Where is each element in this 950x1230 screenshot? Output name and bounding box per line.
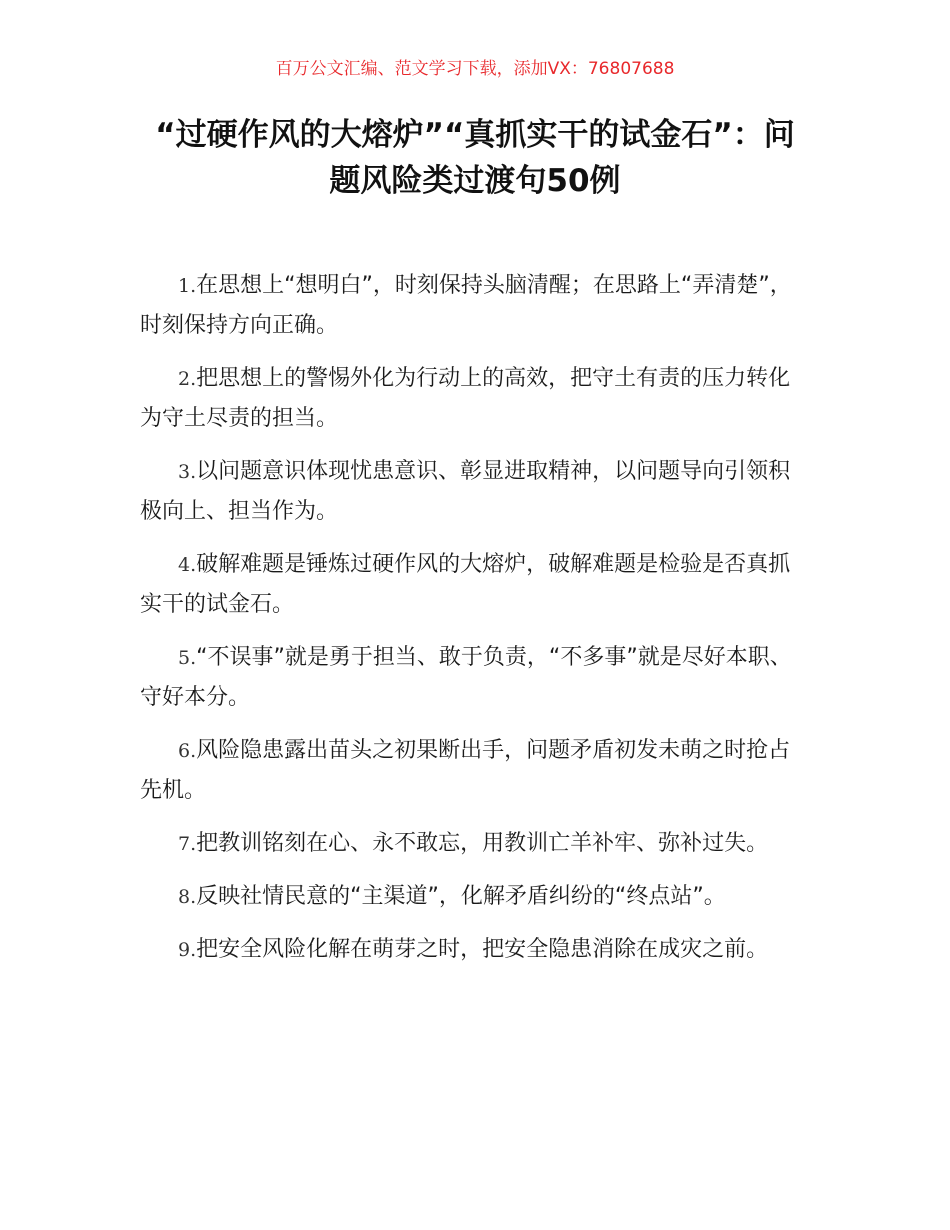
item-text: 把安全风险化解在萌芽之时，把安全隐患消除在成灾之前。 [196,937,769,962]
item-text: 在思想上“想明白”，时刻保持头脑清醒；在思路上“弄清楚”，时刻保持方向正确。 [140,273,792,338]
item-number: 9. [178,939,197,961]
item-text: 把教训铭刻在心、永不敢忘，用教训亡羊补牢、弥补过失。 [196,831,769,856]
item-number: 7. [178,833,197,855]
item-number: 1. [178,275,197,297]
item-text: 反映社情民意的“主渠道”，化解矛盾纠纷的“终点站”。 [196,884,726,909]
list-item [140,545,812,625]
list-item [140,731,812,811]
item-number: 3. [178,461,197,483]
item-number: 5. [178,647,197,669]
list-item [140,359,812,439]
list-item [140,266,812,346]
item-text: 把思想上的警惕外化为行动上的高效，把守土有责的压力转化为守土尽责的担当。 [140,366,791,431]
item-number: 6. [178,740,197,762]
list-item [140,877,812,917]
list-item [140,824,812,864]
item-number: 4. [178,554,197,576]
document-title: “过硬作风的大熔炉”“真抓实干的试金石”：问题风险类过渡句50例 [155,117,795,199]
item-text: 风险隐患露出苗头之初果断出手，问题矛盾初发未萌之时抢占先机。 [140,738,791,803]
item-number: 8. [178,886,197,908]
list-item [140,452,812,532]
item-text: “不误事”就是勇于担当、敢于负责，“不多事”就是尽好本职、守好本分。 [140,645,792,710]
sentence-list [140,266,812,983]
list-item [140,638,812,718]
item-number: 2. [178,368,197,390]
item-text: 破解难题是锤炼过硬作风的大熔炉，破解难题是检验是否真抓实干的试金石。 [140,552,791,617]
header-note: 百万公文汇编、范文学习下载，添加VX：76807688 [275,59,675,79]
item-text: 以问题意识体现忧患意识、彰显进取精神，以问题导向引领积极向上、担当作为。 [140,459,791,524]
list-item [140,930,812,970]
